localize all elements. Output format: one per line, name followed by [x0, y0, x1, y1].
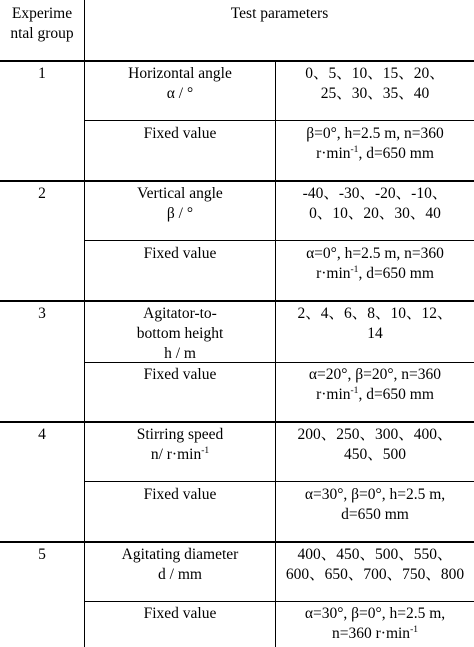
- group-rule-3: [0, 300, 474, 302]
- fixed-values-line: α=30°, β=0°, h=2.5 m,: [304, 486, 446, 503]
- unit-exponent: -1: [350, 145, 359, 155]
- group-rule-5: [0, 541, 474, 543]
- fixed-values-tail: , d=650 mm: [358, 145, 434, 162]
- variable-values-line: 200、250、300、400、: [297, 426, 453, 443]
- variable-values-line: -40、-30、-20、-10、: [302, 185, 448, 202]
- variable-name-line: β / °: [166, 205, 194, 222]
- variable-name-line: h / m: [164, 345, 196, 362]
- variable-values-line: 0、5、10、15、20、: [305, 65, 445, 82]
- fixed-values-line: α=0°, h=2.5 m, n=360: [306, 245, 444, 262]
- fixed-values-line: α=20°, β=20°, n=360: [308, 366, 442, 383]
- unit-text: n/ r·min: [150, 446, 202, 463]
- variable-name-line: Vertical angle: [137, 185, 223, 202]
- variable-values-cell: [276, 545, 474, 585]
- unit-exponent: -1: [350, 265, 359, 275]
- variable-name-line: bottom height: [136, 325, 224, 342]
- variable-name-line: d / mm: [158, 566, 202, 583]
- variable-name-line: Agitating diameter: [121, 546, 239, 563]
- unit-text: r·min: [316, 265, 351, 282]
- group-number: 4: [38, 426, 46, 443]
- variable-values-line: 14: [367, 325, 383, 342]
- header-params-label: Test parameters: [230, 5, 329, 22]
- fixed-label: Fixed value: [143, 125, 217, 142]
- fixed-label: Fixed value: [143, 605, 217, 622]
- fixed-values-line: [276, 385, 474, 405]
- fixed-values-cell: [276, 244, 474, 284]
- variable-name-cell: [85, 304, 275, 364]
- row-2-inner-rule: [85, 240, 474, 241]
- fixed-values-cell: [276, 124, 474, 164]
- unit-text: r·min: [316, 386, 351, 403]
- group-number: 2: [38, 185, 46, 202]
- fixed-values-line: α=30°, β=0°, h=2.5 m,: [304, 605, 446, 622]
- variable-name-cell: [85, 425, 275, 465]
- group-number: 3: [38, 305, 46, 322]
- fixed-values-cell: [276, 485, 474, 525]
- header-group-line-2: ntal group: [10, 25, 74, 42]
- fixed-values-line: β=0°, h=2.5 m, n=360: [306, 125, 444, 142]
- variable-values-line: 450、500: [343, 446, 406, 463]
- variable-values-line: 2、4、6、8、10、12、: [297, 305, 453, 322]
- header-rule: [0, 60, 474, 62]
- variable-name-line: Horizontal angle: [128, 65, 232, 82]
- fixed-values-line: [276, 144, 474, 164]
- row-1-inner-rule: [85, 120, 474, 121]
- variable-values-line: 400、450、500、550、: [297, 546, 453, 563]
- unit-text: r·min: [316, 145, 351, 162]
- group-rule-2: [0, 180, 474, 182]
- fixed-label: Fixed value: [143, 486, 217, 503]
- header-group-cell: [0, 4, 84, 44]
- fixed-values-line: d=650 mm: [341, 506, 409, 523]
- fixed-values-line: [276, 624, 474, 644]
- fixed-values-cell: [276, 365, 474, 405]
- variable-values-cell: [276, 304, 474, 344]
- fixed-label: Fixed value: [143, 366, 217, 383]
- variable-values-line: 0、10、20、30、40: [309, 205, 441, 222]
- unit-exponent: -1: [201, 446, 210, 456]
- fixed-values-cell: [276, 604, 474, 644]
- variable-name-cell: [85, 545, 275, 585]
- fixed-values-tail: , d=650 mm: [358, 386, 434, 403]
- header-group-line-1: Experime: [11, 5, 73, 22]
- row-5-inner-rule: [85, 601, 474, 602]
- unit-exponent: -1: [410, 625, 418, 635]
- group-rule-4: [0, 421, 474, 423]
- variable-values-line: 25、30、35、40: [320, 85, 430, 102]
- row-4-inner-rule: [85, 481, 474, 482]
- variable-name-line: α / °: [166, 85, 194, 102]
- variable-values-line: 600、650、700、750、800: [285, 566, 465, 583]
- variable-values-cell: [276, 184, 474, 224]
- variable-name-cell: [85, 64, 275, 104]
- group-number: 5: [38, 546, 46, 563]
- unit-text: n=360 r·min: [332, 625, 411, 642]
- group-number: 1: [38, 65, 46, 82]
- variable-values-cell: [276, 64, 474, 104]
- fixed-values-line: [276, 264, 474, 284]
- variable-name-line: Agitator-to-: [143, 305, 217, 322]
- variable-values-cell: [276, 425, 474, 465]
- unit-exponent: -1: [350, 386, 359, 396]
- header-params-cell: [85, 4, 474, 24]
- variable-name-cell: [85, 184, 275, 224]
- variable-name-line: Stirring speed: [136, 426, 224, 443]
- variable-name-line: [85, 445, 275, 465]
- fixed-values-tail: , d=650 mm: [358, 265, 434, 282]
- fixed-label: Fixed value: [143, 245, 217, 262]
